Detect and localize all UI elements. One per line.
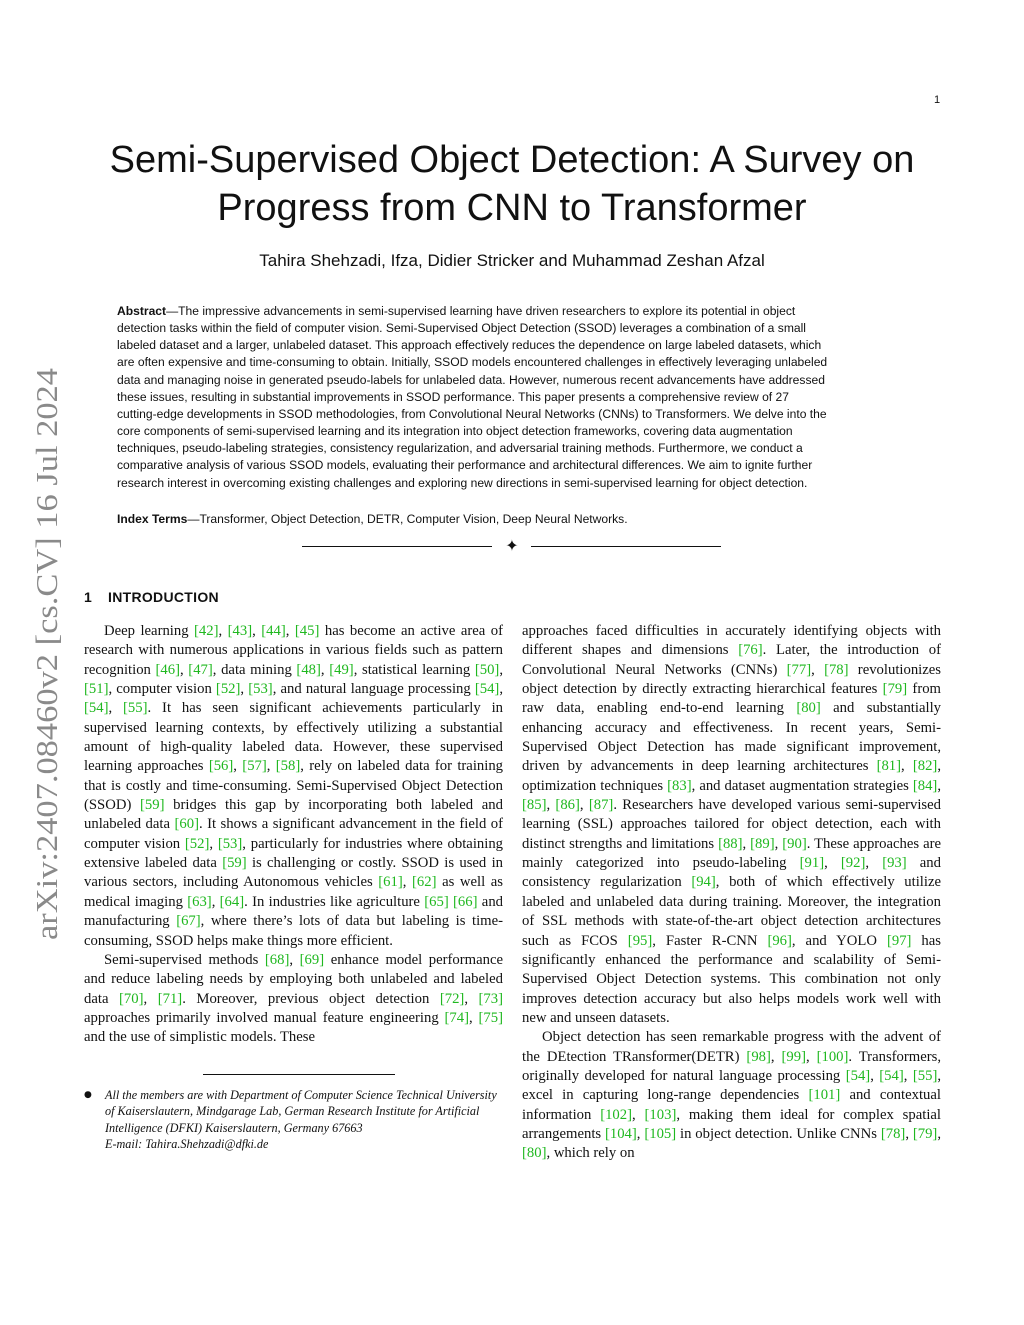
footnote-rule: [203, 1074, 395, 1075]
citation-link[interactable]: [60]: [174, 816, 199, 833]
divider-star-icon: ✦: [505, 536, 519, 555]
citation-link[interactable]: [90]: [782, 835, 807, 852]
abstract-line: research interest in overcoming existing challenges and exploring new directions in semi-supervised learning for object detection.: [117, 475, 808, 490]
citation-link[interactable]: [45]: [294, 623, 320, 639]
citation-link[interactable]: [43]: [227, 623, 253, 639]
citation-link[interactable]: [81]: [876, 758, 902, 775]
section-divider-left: [302, 546, 492, 547]
abstract: [117, 303, 907, 492]
citation-link[interactable]: [101]: [808, 1087, 841, 1104]
footnote-email: E-mail: Tahira.Shehzadi@dfki.de: [105, 1136, 269, 1151]
citation-link[interactable]: [63]: [187, 893, 212, 910]
abstract-line: cutting-edge developments in SSOD methodologies, from Convolutional Neural Networks (CNNs) to Transformers. We delve into the: [117, 406, 827, 421]
citation-link[interactable]: [98]: [746, 1048, 771, 1065]
citation-link[interactable]: [57]: [242, 758, 267, 775]
citation-link[interactable]: [99]: [781, 1048, 806, 1065]
citation-link[interactable]: [80]: [522, 1145, 547, 1162]
index-terms-text: —Transformer, Object Detection, DETR, Computer Vision, Deep Neural Networks.: [187, 512, 628, 526]
citation-link[interactable]: [58]: [275, 758, 301, 775]
citation-link[interactable]: [85]: [522, 797, 547, 814]
citation-link[interactable]: [70]: [119, 990, 144, 1007]
citation-link[interactable]: [96]: [767, 932, 792, 949]
citation-link[interactable]: [46]: [155, 661, 180, 678]
citation-link[interactable]: [53]: [217, 835, 243, 852]
abstract-line: comparative analysis of various SSOD models, evaluating their performance and architectural differences. We aim to ignite further: [117, 458, 813, 473]
citation-link[interactable]: [92]: [840, 855, 866, 872]
section-heading: [84, 589, 219, 605]
citation-link[interactable]: [50]: [474, 661, 500, 678]
abstract-label: Abstract: [117, 304, 167, 318]
author-list: Tahira Shehzadi, Ifza, Didier Stricker and Muhammad Zeshan Afzal: [259, 251, 765, 270]
citation-link[interactable]: [74]: [444, 1009, 469, 1026]
citation-link[interactable]: [78]: [880, 1125, 906, 1142]
citation-link[interactable]: [61]: [378, 874, 403, 891]
index-terms-label: Index Terms: [117, 512, 188, 526]
paragraph: Object detection has seen remarkable progress with the advent of the DEtection TRansformer(DETR) [98], [99], [100]. Transformers, originally developed for natural language processing [54], [54], [55], excel in capturing long-range dependencies [101] and contextual information [102], [103], making them ideal for complex spatial arrangements [104], [105] in object detection. Unlike CNNs [78], [79], [80], which rely on: [522, 1029, 942, 1162]
citation-link[interactable]: [83]: [667, 777, 692, 794]
citation-link[interactable]: [69]: [299, 951, 325, 968]
section-divider-right: [531, 546, 721, 547]
citation-link[interactable]: [54]: [879, 1067, 904, 1084]
right-column: [522, 622, 941, 1164]
citation-link[interactable]: [79]: [912, 1125, 938, 1142]
page-number: 1: [934, 94, 941, 106]
abstract-line: [117, 303, 907, 320]
citation-link[interactable]: [65]: [424, 893, 449, 910]
citation-link[interactable]: [87]: [588, 797, 614, 814]
citation-link[interactable]: [62]: [412, 874, 437, 891]
citation-link[interactable]: [52]: [184, 835, 210, 852]
section-title: INTRODUCTION: [108, 589, 219, 605]
citation-link[interactable]: [59]: [140, 797, 165, 814]
citation-link[interactable]: [103]: [644, 1106, 677, 1123]
citation-link[interactable]: [42]: [194, 623, 219, 639]
citation-link[interactable]: [71]: [157, 990, 183, 1007]
citation-link[interactable]: [94]: [691, 874, 716, 891]
citation-link[interactable]: [86]: [555, 797, 580, 814]
paper-title: [60, 136, 964, 232]
section-number: 1: [84, 589, 93, 605]
citation-link[interactable]: [52]: [215, 681, 241, 698]
citation-link[interactable]: [55]: [912, 1067, 938, 1084]
citation-link[interactable]: [56]: [208, 758, 234, 775]
abstract-line: techniques, pseudo-labeling strategies, consistency regularization, and adversarial training methods. Furthermore, we conduct a: [117, 441, 803, 456]
bullet-icon: ●: [84, 1090, 92, 1100]
citation-link[interactable]: [54]: [845, 1067, 871, 1084]
citation-link[interactable]: [72]: [439, 990, 465, 1007]
citation-link[interactable]: [78]: [824, 661, 849, 678]
abstract-line: core components of semi-supervised learning and its integration into object detection frameworks, covering data augmentation: [117, 424, 793, 439]
arxiv-stamp-text: arXiv:2407.08460v2 [cs.CV] 16 Jul 2024: [30, 433, 64, 940]
citation-link[interactable]: [97]: [886, 932, 912, 949]
arxiv-stamp-graphic: [27, 364, 67, 944]
citation-link[interactable]: [93]: [882, 855, 907, 872]
citation-link[interactable]: [80]: [796, 700, 821, 717]
paragraph: Semi-supervised methods [68], [69] enhance model performance and reduce labeling needs by employing both unlabeled and labeled data [70], [71]. Moreover, previous object detection [72], [73] approaches primarily involved manual feature engineering [74], [75] and the use of simplistic models. These: [84, 951, 504, 1046]
citation-link[interactable]: [79]: [882, 681, 908, 698]
citation-link[interactable]: [91]: [799, 855, 825, 872]
citation-link[interactable]: [77]: [786, 661, 812, 678]
abstract-line: data and managing noise in generated pseudo-labels for unlabeled data. However, numerous recent advancements have addressed: [117, 372, 825, 387]
footnote-affiliation: All the members are with Department of Computer Science Technical University of Kaiserslautern, Mindgarage Lab, German Research Institute for Artificial Intelligence (DFKI) Kaiserslautern, Germany 67663: [105, 1088, 497, 1135]
title-line: Progress from CNN to Transformer: [217, 187, 807, 229]
arxiv-identifier-stamp: [27, 364, 67, 944]
citation-link[interactable]: [64]: [219, 893, 245, 910]
citation-link[interactable]: [54]: [474, 681, 500, 698]
title-line: Semi-Supervised Object Detection: A Survey on: [109, 139, 915, 181]
citation-link[interactable]: [53]: [248, 681, 273, 698]
citation-link[interactable]: [88]: [718, 835, 743, 852]
paragraph: Deep learning [42], [43], [44], [45] has become an active area of research with numerous applications in various fields such as pattern recognition [46], [47], data mining [48], [49], statistical learning [50], [51], computer vision [52], [53], and natural language processing [54], [54], [55]. It has seen significant achievements particularly in supervised learning contexts, by effectively utilizing a substantial amount of high-quality labeled data. However, these supervised learning approaches [56], [57], [58], rely on labeled data for training that is costly and time-consuming. Semi-Supervised Object Detection (SSOD) [59] bridges this gap by incorporating both labeled and unlabeled data [60]. It shows a significant advancement in the field of computer vision [52], [53], particularly for industries where obtaining extensive labeled data [59] is challenging or costly. SSOD is used in various sectors, including Autonomous vehicles [61], [62] as well as medical imaging [63], [64]. In industries like agriculture [65] [66] and manufacturing [67], where there’s lots of data but labeling is time-consuming, SSOD helps make things more efficient.: [84, 623, 504, 949]
abstract-line: these issues, resulting in substantial improvements in SSOD performance. This paper presents a comprehensive review of 27: [117, 389, 789, 404]
abstract-line: labeled dataset and a larger, unlabeled dataset. This approach effectively reduces the dependence on large labeled datasets, which: [117, 338, 822, 353]
citation-link[interactable]: [66]: [453, 893, 478, 910]
citation-link[interactable]: [49]: [329, 661, 354, 678]
index-terms: [117, 512, 907, 526]
left-column: [84, 622, 503, 1048]
citation-link[interactable]: [51]: [84, 681, 109, 698]
paragraph: approaches faced difficulties in accurately identifying objects with different shapes and dimensions [76]. Later, the introduction of Convolutional Neural Networks (CNNs) [77], [78] revolutionizes object detection by directly extracting hierarchical features [79] from raw data, enabling end-to-end learning [80] and substantially enhancing accuracy and effectiveness. In recent years, Semi-Supervised Object Detection has made significant improvement, driven by advancements in deep learning architectures [81], [82], optimization techniques [83], and dataset augmentation strategies [84], [85], [86], [87]. Researchers have developed various semi-supervised learning (SSL) approaches tailored for object detection, each with distinct strengths and limitations [88], [89], [90]. These approaches are mainly categorized into pseudo-labeling [91], [92], [93] and consistency regularization [94], both of which effectively utilize labeled and unlabeled data during training. Moreover, the integration of SSL methods with state-of-the-art object detection architectures such as FCOS [95], Faster R-CNN [96], and YOLO [97] has significantly enhanced the performance and scalability of Semi-Supervised Object Detection systems. This combination not only improves detection accuracy but also helps models work well with new and unseen datasets.: [522, 623, 942, 1026]
citation-link[interactable]: [105]: [644, 1125, 677, 1142]
abstract-line: are often expensive and time-consuming to obtain. Initially, SSOD models encountered challenges in effectively leveraging unlabeled: [117, 355, 828, 370]
citation-link[interactable]: [59]: [222, 855, 247, 872]
footnote: [84, 1087, 504, 1152]
abstract-text: —The impressive advancements in semi-supervised learning have driven researchers to explore its potential in object: [166, 304, 796, 318]
citation-link[interactable]: [100]: [816, 1048, 849, 1065]
citation-link[interactable]: [89]: [750, 835, 775, 852]
citation-link[interactable]: [67]: [176, 913, 201, 930]
citation-link[interactable]: [82]: [912, 758, 938, 775]
citation-link[interactable]: [102]: [600, 1106, 633, 1123]
citation-link[interactable]: [75]: [478, 1009, 504, 1026]
citation-link[interactable]: [84]: [912, 777, 938, 794]
citation-link[interactable]: [48]: [296, 661, 321, 678]
abstract-line: detection tasks within the field of computer vision. Semi-Supervised Object Detection (SSOD) leverages a combination of a small: [117, 321, 806, 336]
citation-link[interactable]: [104]: [604, 1125, 637, 1142]
citation-link[interactable]: [76]: [738, 642, 763, 659]
citation-link[interactable]: [54]: [84, 700, 109, 717]
citation-link[interactable]: [44]: [261, 623, 286, 639]
citation-link[interactable]: [47]: [188, 661, 213, 678]
citation-link[interactable]: [55]: [123, 700, 148, 717]
citation-link[interactable]: [68]: [264, 951, 290, 968]
citation-link[interactable]: [73]: [478, 990, 504, 1007]
citation-link[interactable]: [95]: [627, 932, 653, 949]
